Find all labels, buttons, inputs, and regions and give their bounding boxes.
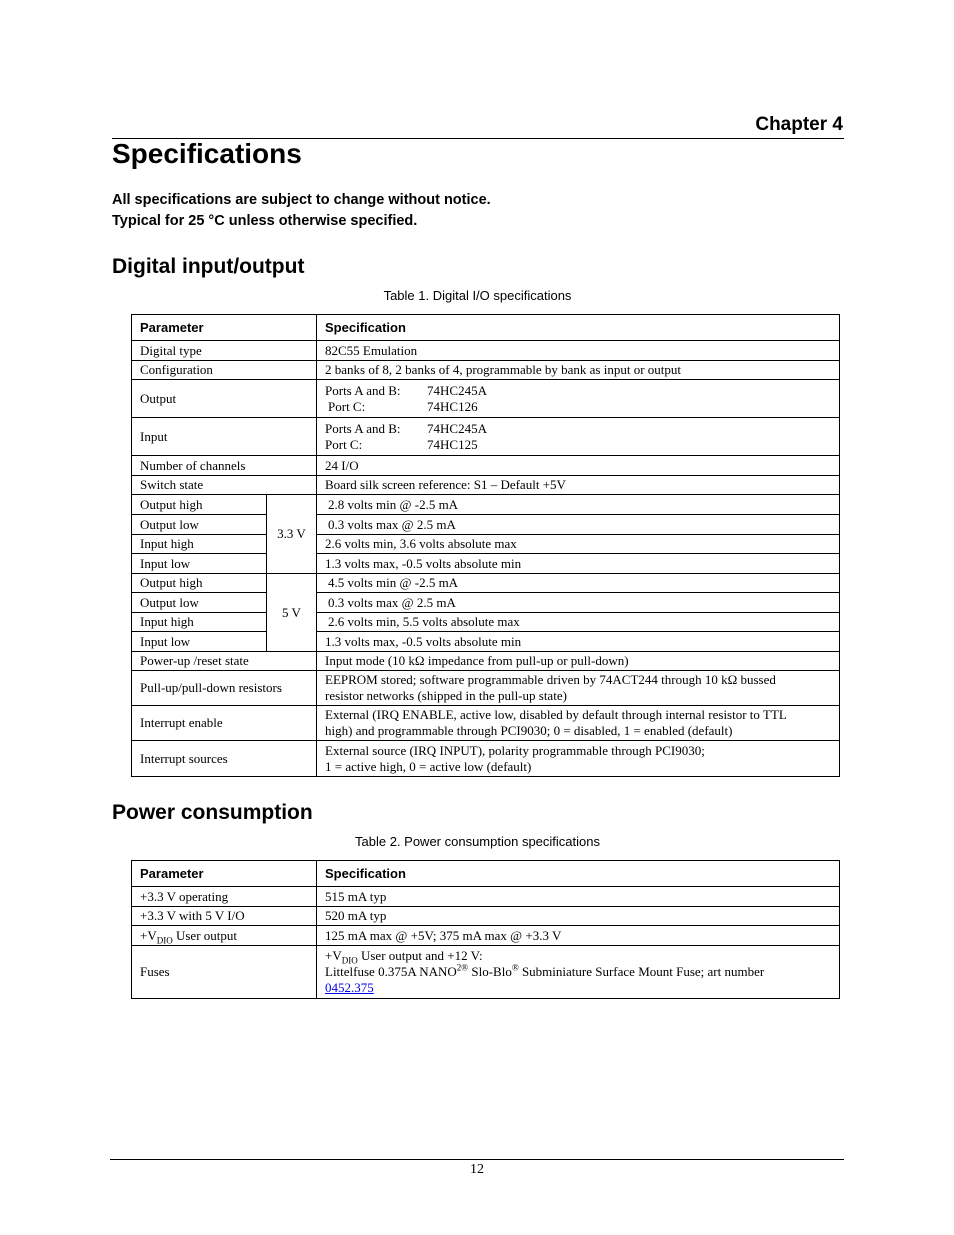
spec-cell: Board silk screen reference: S1 – Default +5V: [317, 476, 840, 495]
column-header-specification: Specification: [317, 315, 840, 341]
page-number: 12: [470, 1162, 484, 1177]
voltage-group-3v3: 3.3 V: [267, 495, 317, 574]
table-caption-power: Table 2. Power consumption specifications: [355, 834, 600, 849]
table-header-row: [132, 315, 840, 341]
table-row: [132, 632, 840, 652]
part-number-link[interactable]: 0452.375: [325, 980, 374, 995]
chapter-label: Chapter 4: [755, 114, 843, 135]
spec-cell: 82C55 Emulation: [317, 341, 840, 361]
param-cell: Interrupt enable: [132, 706, 317, 741]
table-row: [132, 361, 840, 380]
param-cell: Digital type: [132, 341, 317, 361]
param-cell: Input high: [132, 613, 267, 632]
port-label: Ports A and B:: [325, 382, 401, 398]
param-cell: Output low: [132, 593, 267, 613]
table-row: [132, 515, 840, 535]
param-cell: +3.3 V with 5 V I/O: [132, 907, 317, 926]
column-header-parameter: Parameter: [132, 315, 317, 341]
param-cell: Power-up /reset state: [132, 652, 317, 671]
voltage-group-5v: 5 V: [267, 574, 317, 652]
table-row: [132, 380, 840, 418]
table-row: [132, 476, 840, 495]
table-row: [132, 554, 840, 574]
notice-text: All specifications are subject to change without notice.: [112, 192, 491, 208]
spec-cell: External source (IRQ INPUT), polarity programmable through PCI9030; 1 = active high, 0 = active low (default): [317, 741, 840, 777]
spec-cell: 515 mA typ: [317, 887, 840, 907]
table-row: [132, 706, 840, 741]
spec-cell: 2 banks of 8, 2 banks of 4, programmable by bank as input or output: [317, 361, 840, 380]
param-cell: Output high: [132, 495, 267, 515]
param-cell: Number of channels: [132, 456, 317, 476]
param-cell: Pull-up/pull-down resistors: [132, 671, 317, 706]
column-header-specification: Specification: [317, 861, 840, 887]
table-row: [132, 535, 840, 554]
spec-cell: External (IRQ ENABLE, active low, disabled by default through internal resistor to TTL high) and programmable through PCI9030; 0 = disabled, 1 = enabled (default): [317, 706, 840, 741]
footer-rule: [110, 1159, 844, 1160]
param-cell: Fuses: [132, 946, 317, 999]
section-heading-digital-io: Digital input/output: [112, 255, 305, 278]
port-label: Ports A and B:: [325, 420, 401, 436]
port-label: Port C:: [328, 398, 366, 414]
param-cell: Input: [132, 418, 317, 456]
param-cell: +3.3 V operating: [132, 887, 317, 907]
power-table: [131, 860, 840, 999]
section-heading-power: Power consumption: [112, 801, 313, 824]
param-cell: Output: [132, 380, 317, 418]
spec-cell: 24 I/O: [317, 456, 840, 476]
port-value: 74HC125: [427, 436, 478, 452]
spec-cell: 1.3 volts max, -0.5 volts absolute min: [317, 554, 840, 574]
param-cell: Switch state: [132, 476, 317, 495]
table-row: [132, 671, 840, 706]
table-row: [132, 741, 840, 777]
param-cell: Output high: [132, 574, 267, 593]
port-value: 74HC245A: [427, 420, 487, 436]
spec-cell: [317, 418, 840, 456]
table-header-row: [132, 861, 840, 887]
table-row: [132, 456, 840, 476]
table-row: [132, 593, 840, 613]
table-row: [132, 495, 840, 515]
digital-io-table: [131, 314, 840, 777]
param-cell: Interrupt sources: [132, 741, 317, 777]
table-row: [132, 926, 840, 946]
spec-cell: 520 mA typ: [317, 907, 840, 926]
port-value: 74HC245A: [427, 382, 487, 398]
param-cell: Input low: [132, 632, 267, 652]
spec-cell: $+V_{DIO}$ User output and +12 V: Littelfuse 0.375A $NANO^{2®}$ Slo-Blo® Subminiature Surface Mount Fuse; art number 0452.375: [317, 946, 840, 999]
table-row: [132, 652, 840, 671]
temperature-note: Typical for 25 °C unless otherwise specified.: [112, 213, 418, 229]
spec-cell: [317, 380, 840, 418]
table-row: [132, 341, 840, 361]
spec-cell: 0.3 volts max @ 2.5 mA: [317, 515, 840, 535]
spec-cell: 2.8 volts min @ -2.5 mA: [317, 495, 840, 515]
table-row: [132, 574, 840, 593]
param-cell: Configuration: [132, 361, 317, 380]
port-label: Port C:: [325, 436, 363, 452]
column-header-parameter: Parameter: [132, 861, 317, 887]
port-value: 74HC126: [427, 398, 478, 414]
spec-cell: 125 mA max @ +5V; 375 mA max @ +3.3 V: [317, 926, 840, 946]
table-row: [132, 418, 840, 456]
table-row: [132, 907, 840, 926]
spec-cell: 2.6 volts min, 5.5 volts absolute max: [317, 613, 840, 632]
spec-cell: 2.6 volts min, 3.6 volts absolute max: [317, 535, 840, 554]
table-row: [132, 887, 840, 907]
param-cell: Input low: [132, 554, 267, 574]
spec-cell: EEPROM stored; software programmable driven by 74ACT244 through 10 kΩ bussed resistor networks (shipped in the pull-up state): [317, 671, 840, 706]
table-row: [132, 613, 840, 632]
table-row: [132, 946, 840, 999]
table-caption-digital-io: Table 1. Digital I/O specifications: [383, 288, 572, 303]
spec-cell: Input mode (10 kΩ impedance from pull-up or pull-down): [317, 652, 840, 671]
page-title: Specifications: [112, 138, 302, 169]
spec-cell: 1.3 volts max, -0.5 volts absolute min: [317, 632, 840, 652]
param-cell: $+V_{DIO}$ User output: [132, 926, 317, 946]
param-cell: Input high: [132, 535, 267, 554]
spec-cell: 4.5 volts min @ -2.5 mA: [317, 574, 840, 593]
param-cell: Output low: [132, 515, 267, 535]
spec-cell: 0.3 volts max @ 2.5 mA: [317, 593, 840, 613]
